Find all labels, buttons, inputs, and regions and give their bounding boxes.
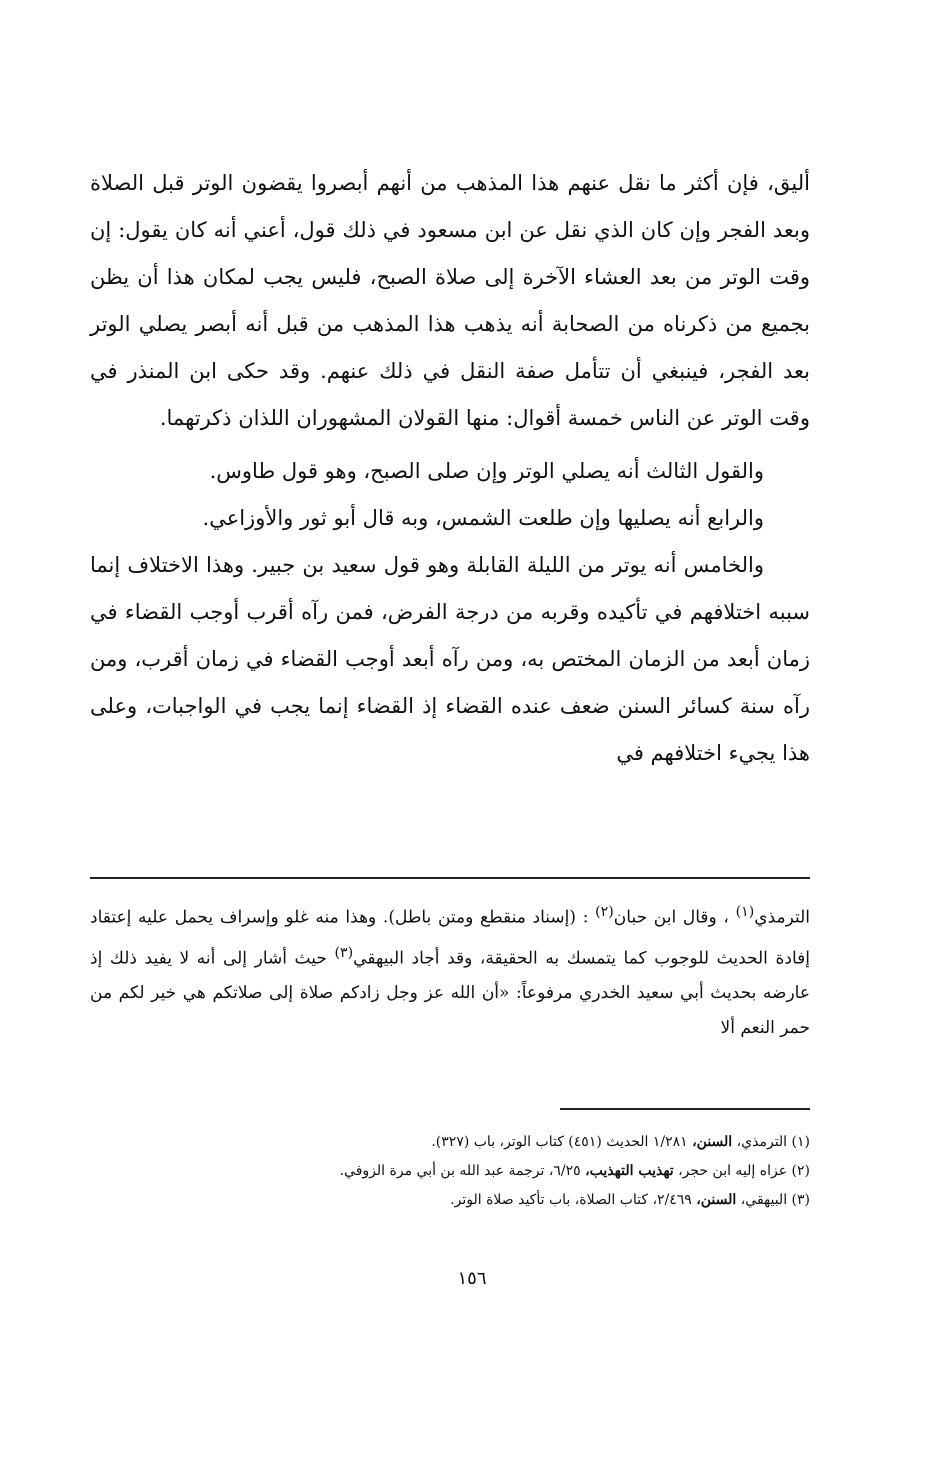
page-number: ١٥٦ [457,1268,487,1289]
footnote-number: (١) [791,1134,810,1150]
footnote-ref: (٢) [595,904,614,920]
footnote-text: الترمذي، [736,1134,788,1150]
paragraph: أليق، فإن أكثر ما نقل عنهم هذا المذهب من أنهم أبصروا يقضون الوتر قبل الصلاة وبعد الفجر وإن كان الذي نقل عن ابن مسعود في ذلك قول، أعني أنه كان يقول: إن وقت الوتر من بعد العشاء الآخرة إلى صلاة الصبح، فليس يجب لمكان هذا أن يظن بجميع من ذكرناه من الصحابة أنه يذهب هذا المذهب من قبل أنه أبصر يصلي الوتر بعد الفجر، فينبغي أن تتأمل صفة النقل في ذلك عنهم. وقد حكى ابن المنذر في وقت الوتر عن الناس خمسة أقوال: منها القولان المشهوران اللذان ذكرتهما. [90,171,810,430]
paragraph: والرابع أنه يصليها وإن طلعت الشمس، وبه قال أبو ثور والأوزاعي. [202,506,764,530]
commentary-paragraph [90,895,810,1046]
main-text-block [90,160,810,777]
footnote-text: عزاه إليه ابن حجر، [678,1163,788,1179]
paragraph: والقول الثالث أنه يصلي الوتر وإن صلى الصبح، وهو قول طاوس. [209,459,764,483]
footnote-text: البيهقي، [740,1192,788,1208]
footnote-text: ٢/٤٦٩، كتاب الصلاة، باب تأكيد صلاة الوتر. [450,1192,692,1208]
footnote-text: ٦/٢٥، ترجمة عبد الله بن أبي مرة الزوفي. [339,1163,581,1179]
footnotes-list [90,1128,810,1215]
footnote-divider [560,1108,810,1110]
footnote-item [90,1157,810,1186]
footnote-ref: (١) [735,904,755,920]
commentary-block [90,895,810,1046]
footnote-text: ١/٢٨١ الحديث (٤٥١) كتاب الوتر، باب (٣٢٧). [431,1134,688,1150]
footnote-ref: (٣) [334,944,354,961]
footnote-item [90,1128,810,1157]
footnote-number: (٢) [791,1163,810,1179]
footnote-source-title: تهذيب التهذيب، [585,1163,674,1179]
commentary-text: الترمذي [754,907,811,928]
footnote-source-title: السنن، [696,1192,737,1208]
paragraph: والخامس أنه يوتر من الليلة القابلة وهو قول سعيد بن جبير. وهذا الاختلاف إنما سببه اختلافهم في تأكيده وقربه من درجة الفرض، فمن رآه أقرب أوجب القضاء في زمان أبعد من الزمان المختص به، ومن رآه أبعد أوجب القضاء في زمان أقرب، ومن رآه سنة كسائر السنن ضعف عنده القضاء إذ القضاء إنما يجب في الواجبات، وعلى هذا يجيء اختلافهم في [90,553,810,765]
footnote-item [90,1186,810,1215]
footnote-number: (٣) [791,1192,810,1208]
commentary-text: ، وقال ابن حبان [613,907,729,928]
main-text-divider [90,877,810,879]
footnote-source-title: السنن، [692,1134,733,1150]
commentary-text: : (إسناد منقطع ومتن باطل). وهذا منه غلو وإسراف يحمل عليه إعتقاد إفادة الحديث للوجوب كما يتمسك به الحقيقة، وقد أجاد البيهقي [90,907,810,969]
commentary-text: حيث أشار إلى أنه لا يفيد ذلك إذ عارضه بحديث أبي سعيد الخدري مرفوعاً: «أن الله عز وجل زادكم صلاة إلى صلاتكم هي خير لكم من حمر النعم ألا [90,948,810,1039]
